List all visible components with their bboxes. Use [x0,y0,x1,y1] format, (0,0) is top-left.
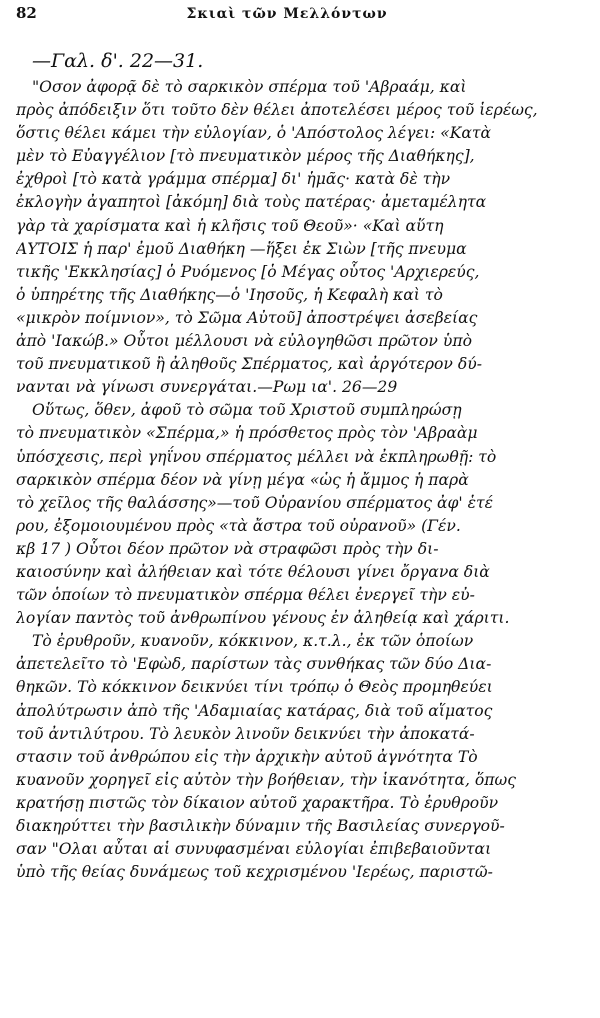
text-line: τοῦ ἀντιλύτρου. Τὸ λευκὸν λινοῦν δεικνύει τὴν ἀποκατά- [16,724,475,743]
text-line: σαρκικὸν σπέρμα δέον νὰ γίνῃ μέγα «ὡς ἡ ἄμμος ἡ παρὰ [16,470,469,489]
text-line: ρου, ἐξομοιουμένου πρὸς «τὰ ἄστρα τοῦ οὐρανοῦ» (Γέν. [16,516,461,535]
text-line: τὸ χεῖλος τῆς θαλάσσης»—τοῦ Οὐρανίου σπέρματος ἀφ' ἑτέ [16,493,494,512]
text-line: τικῆς 'Εκκλησίας] ὁ Ρυόμενος [ὁ Μέγας οὗτος 'Αρχιερεύς, [16,262,480,281]
text-line: καιοσύνην καὶ ἀλήθειαν καὶ τότε θέλουσι γίνει ὄργανα διὰ [16,562,490,581]
text-line: Οὕτως, ὅθεν, ἀφοῦ τὸ σῶμα τοῦ Χριστοῦ συμπληρώσῃ [32,401,462,420]
text-line: κβ 17 ) Οὗτοι δέον πρῶτον νὰ στραφῶσι πρὸς τὴν δι- [16,539,439,558]
text-line: κυανοῦν χορηγεῖ εἰς αὐτὸν τὴν βοήθειαν, τὴν ἱκανότητα, ὅπως [16,770,516,789]
text-line: ἐχθροὶ [τὸ κατὰ γράμμα σπέρμα] δι' ἡμᾶς· κατὰ δὲ τὴν [16,170,451,189]
page-header [16,4,588,26]
text-line: νανται νὰ γίνωσι συνεργάται.—Ρωμ ια'. 26—29 [16,378,398,397]
text-line: τοῦ πνευματικοῦ ἢ ἀληθοῦς Σπέρματος, καὶ ἀργότερον δύ- [16,355,482,374]
text-line: "Οσον ἀφορᾷ δὲ τὸ σαρκικὸν σπέρμα τοῦ 'Αβραάμ, καὶ [32,78,467,96]
text-line: γὰρ τὰ χαρίσματα καὶ ἡ κλῆσις τοῦ Θεοῦ»· «Καὶ αὕτη [16,216,444,235]
paragraph [16,76,588,399]
text-line: πρὸς ἀπόδειξιν ὅτι τοῦτο δὲν θέλει ἀποτελέσει μέρος τοῦ ἱερέως, [16,101,538,120]
text-line: Τὸ ἐρυθροῦν, κυανοῦν, κόκκινον, κ.τ.λ., ἐκ τῶν ὁποίων [32,632,474,651]
text-line: τῶν ὁποίων τὸ πνευματικὸν σπέρμα θέλει ἐνεργεῖ τὴν εὐ- [16,586,475,605]
text-line: ὁ ὑπηρέτης τῆς Διαθήκης—ὁ 'Ιησοῦς, ἡ Κεφαλὴ καὶ τὸ [16,285,443,304]
text-line: τὸ πνευματικὸν «Σπέρμα,» ἡ πρόσθετος πρὸς τὸν 'Αβραὰμ [16,424,478,443]
text-line: ἀπολύτρωσιν ἀπὸ τῆς 'Αδαμιαίας κατάρας, διὰ τοῦ αἵματος [16,701,493,720]
running-title: Σκιαὶ τῶν Μελλόντων [186,6,388,22]
text-line: ὑπὸ τῆς θείας δυνάμεως τοῦ κεχρισμένου 'Ιερέως, παριστῶ- [16,863,493,882]
text-line: στασιν τοῦ ἀνθρώπου εἰς τὴν ἀρχικὴν αὐτοῦ ἀγνότητα Τὸ [16,747,478,766]
paragraph [16,630,588,884]
text-line: μὲν τὸ Εὐαγγέλιον [τὸ πνευματικὸν μέρος τῆς Διαθήκης], [16,147,475,166]
text-line: ἐκλογὴν ἀγαπητοὶ [ἀκόμη] διὰ τοὺς πατέρας· ἀμεταμέλητα [16,193,487,212]
page-number: 82 [16,4,37,22]
body-text [16,76,588,884]
text-line: διακηρύττει τὴν βασιλικὴν δύναμιν τῆς Βασιλείας συνεργοῦ- [16,817,505,835]
scripture-reference: —Γαλ. δ'. 22—31. [32,50,204,72]
paragraph [16,399,588,630]
text-line: ἀπὸ 'Ιακώβ.» Οὗτοι μέλλουσι νὰ εὐλογηθῶσι πρῶτον ὑπὸ [16,332,472,351]
text-line: ἀπετελεῖτο τὸ 'Εφὼδ, παρίστων τὰς συνθήκας τῶν δύο Δια- [16,655,492,674]
text-line: σαν "Ολαι αὗται αἱ συνυφασμέναι εὐλογίαι ἐπιβεβαιοῦνται [16,840,492,859]
text-line: ὅστις θέλει κάμει τὴν εὐλογίαν, ὁ 'Απόστολος λέγει: «Κατὰ [16,124,492,143]
text-line: ὑπόσχεσις, περὶ γηΐνου σπέρματος μέλλει νὰ ἐκπληρωθῇ: τὸ [16,447,497,466]
text-line: λογίαν παντὸς τοῦ ἀνθρωπίνου γένους ἐν ἀληθείᾳ καὶ χάριτι. [16,609,510,628]
text-line: θηκῶν. Τὸ κόκκινον δεικνύει τίνι τρόπῳ ὁ Θεὸς προμηθεύει [16,678,493,697]
text-line: «μικρὸν ποίμνιον», τὸ Σῶμα Αὐτοῦ] ἀποστρέψει ἀσεβείας [16,308,478,327]
text-line: ΑΥΤΟΙΣ ἡ παρ' ἐμοῦ Διαθήκη —ἥξει ἐκ Σιὼν [τῆς πνευμα [16,239,467,258]
text-line: κρατήσῃ πιστῶς τὸν δίκαιον αὐτοῦ χαρακτῆρα. Τὸ ἐρυθροῦν [16,793,499,812]
